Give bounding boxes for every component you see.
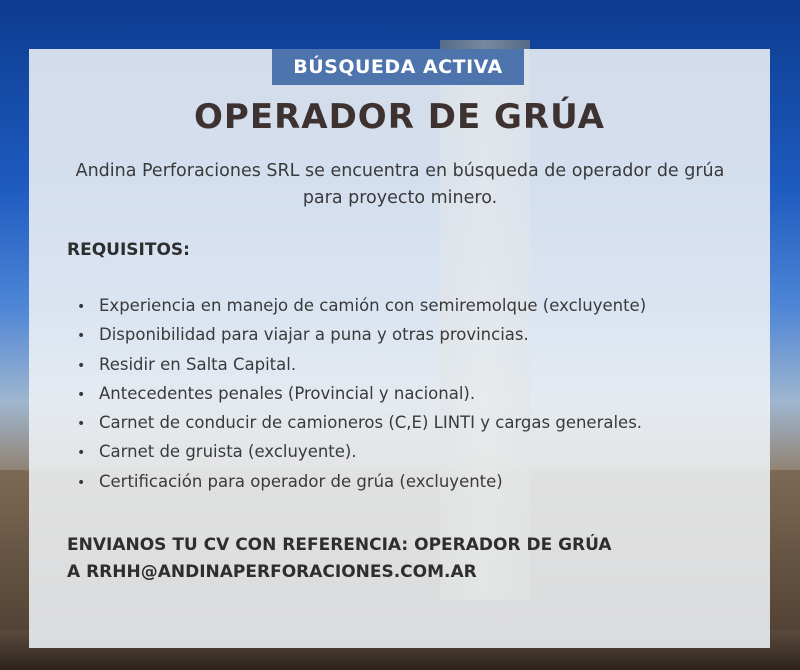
list-item-text: Residir en Salta Capital.: [99, 354, 297, 374]
list-item: [77, 351, 646, 380]
list-item-text: Antecedentes penales (Provincial y nacional).: [99, 383, 476, 403]
contact-reference: ENVIANOS TU CV CON REFERENCIA: OPERADOR DE GRÚA: [67, 535, 612, 555]
bullet-icon: •: [77, 299, 86, 315]
requirements-list: [77, 292, 646, 497]
intro-text: [40, 158, 760, 212]
requirements-heading: REQUISITOS:: [67, 240, 190, 260]
bullet-icon: •: [77, 445, 86, 462]
list-item-text: Experiencia en manejo de camión con semiremolque (excluyente): [99, 296, 647, 315]
list-item-text: Carnet de conducir de camioneros (C,E) LINTI y cargas generales.: [99, 413, 643, 433]
contact-block: [67, 532, 612, 586]
intro-line-1: Andina Perforaciones SRL se encuentra en búsqueda de operador de grúa: [75, 161, 725, 181]
list-item-text: Disponibilidad para viajar a puna y otras provincias.: [99, 325, 529, 345]
list-item: [77, 468, 646, 497]
list-item: [77, 438, 646, 467]
page-title: OPERADOR DE GRÚA: [194, 97, 605, 137]
list-item: [77, 380, 646, 409]
bullet-icon: •: [77, 386, 86, 403]
list-item-text: Certificación para operador de grúa (excluyente): [99, 471, 503, 491]
list-item: [77, 409, 646, 438]
list-item-text: Carnet de gruista (excluyente).: [99, 442, 357, 462]
bullet-icon: •: [77, 416, 86, 433]
bullet-icon: •: [77, 328, 86, 345]
status-badge: BÚSQUEDA ACTIVA: [272, 49, 524, 85]
bullet-icon: •: [77, 474, 86, 491]
contact-email: A RRHH@ANDINAPERFORACIONES.COM.AR: [67, 562, 477, 582]
list-item: [77, 321, 646, 350]
bullet-icon: •: [77, 357, 86, 374]
list-item: [77, 292, 646, 321]
intro-line-2: para proyecto minero.: [302, 188, 498, 208]
